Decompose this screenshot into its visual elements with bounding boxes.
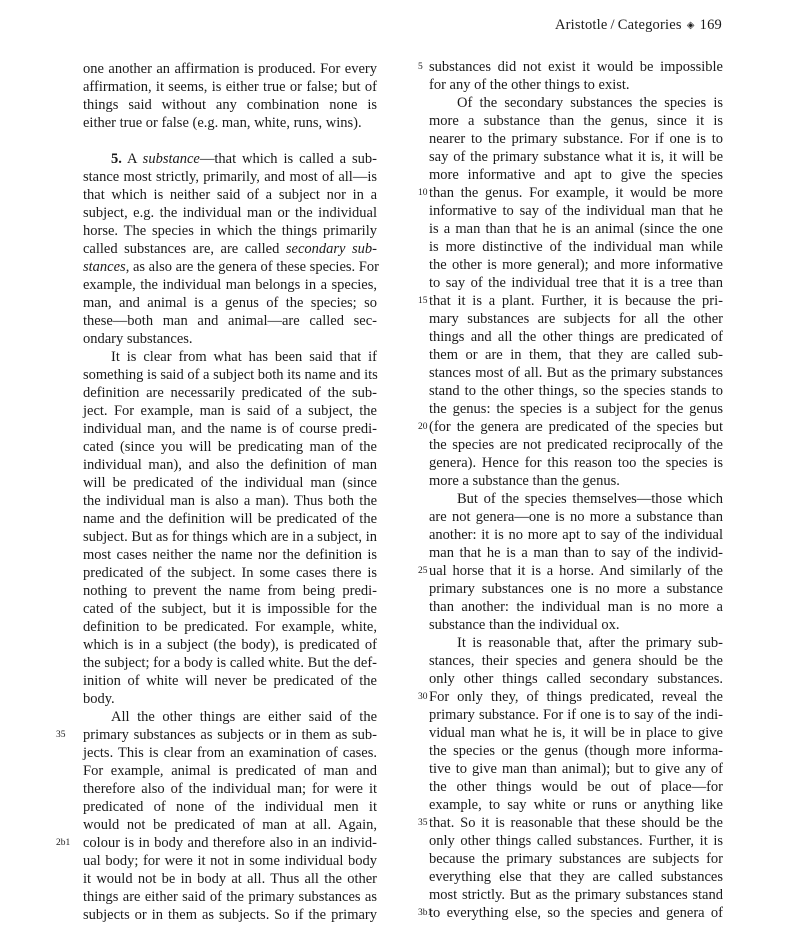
- left-text-line: individual man, and the name is of course predi-: [83, 421, 377, 437]
- right-text-line: things and all the other things are predicated of: [429, 329, 723, 345]
- page-number: 169: [699, 17, 722, 33]
- margin-line-number: 5: [418, 62, 423, 72]
- left-text-line: colour is in body and therefore also in an individ-: [83, 835, 377, 851]
- left-text-line: predicated of none of the individual men it: [83, 799, 377, 815]
- right-text-line: stances, their species and genera should be the: [429, 653, 723, 669]
- right-text-line: For only they, of things predicated, reveal the: [429, 689, 723, 705]
- right-text-line: informative to say of the individual man that he: [429, 203, 723, 219]
- left-text-line: the subject; for a body is called white. But the def-: [83, 655, 377, 671]
- right-text-line: genera). Hence for this reason too the species is: [429, 455, 723, 471]
- right-text-line: the species or the genus (though more informa-: [429, 743, 723, 759]
- left-text-line: All the other things are either said of the: [111, 709, 377, 725]
- left-text-line: that which is neither said of a subject nor in a: [83, 187, 377, 203]
- right-text-line: nearer to the primary substance. For if one is to: [429, 131, 723, 147]
- left-text-line: man, and animal is a genus of the species; so: [83, 295, 377, 311]
- left-text-line: called substances are, are called secondary sub-: [83, 241, 377, 257]
- right-text-line: because the primary substances are subjects for: [429, 851, 723, 867]
- left-text-line: example, the individual man belongs in a species,: [83, 277, 377, 293]
- right-text-line: primary substances one is no more a substance: [429, 581, 723, 597]
- left-text-line: jects. This is clear from an examination of cases.: [83, 745, 377, 761]
- left-text-line: cated of the subject, but it is impossible for the: [83, 601, 377, 617]
- right-text-line: stand to the other things, so the species stands to: [429, 383, 723, 399]
- right-text-line: (for the genera are predicated of the species but: [429, 419, 723, 435]
- right-text-line: only other things called substances. Further, it is: [429, 833, 723, 849]
- right-text-line: say of the primary substance what it is, it will be: [429, 149, 723, 165]
- right-text-line: tive to give man than animal); but to give any of: [429, 761, 723, 777]
- left-text-line: either true or false (e.g. man, white, runs, wins).: [83, 115, 362, 131]
- left-text-line: something is said of a subject both its name and its: [83, 367, 378, 383]
- left-text-line: cated (since you will be predicating man of the: [83, 439, 377, 455]
- left-text-line: ondary substances.: [83, 331, 193, 347]
- right-text-line: substance than the individual ox.: [429, 617, 620, 633]
- right-text-line: than another: the individual man is no more a: [429, 599, 723, 615]
- right-text-line: another: it is no more apt to say of the individual: [429, 527, 723, 543]
- diamond-ornament-icon: ◈: [686, 20, 695, 31]
- running-header: [555, 17, 722, 34]
- right-text-line: only other things called secondary substances.: [429, 671, 723, 687]
- left-text-line: It is clear from what has been said that if: [111, 349, 377, 365]
- margin-line-number: 35: [56, 730, 66, 740]
- left-text-line: definition are necessarily predicated of the sub-: [83, 385, 377, 401]
- right-text-line: to say of the individual tree that it is a tree than: [429, 275, 723, 291]
- right-text-line: example, to say white or runs or anything like: [429, 797, 723, 813]
- left-text-line: horse. The species in which the things primarily: [83, 223, 377, 239]
- left-text-line: stance most strictly, primarily, and most of all—is: [83, 169, 377, 185]
- right-text-line: more a substance than the genus, since it is: [429, 113, 723, 129]
- right-text-line: the other things would be out of place—for: [429, 779, 723, 795]
- right-text-line: are not genera—one is no more a substance than: [429, 509, 723, 525]
- right-text-line: that. So it is reasonable that these should be the: [429, 815, 723, 831]
- right-text-line: the genus: the species is a subject for the genus: [429, 401, 723, 417]
- left-text-line: stances, as also are the genera of these species. For: [83, 259, 379, 275]
- left-text-line: it would not be in body at all. Thus all the other: [83, 871, 377, 887]
- left-text-line: these—both man and animal—are called sec-: [83, 313, 377, 329]
- right-text-line: substances did not exist it would be impossible: [429, 59, 723, 75]
- margin-line-number: 20: [418, 422, 428, 432]
- right-text-line: stances most of all. But as the primary substances: [429, 365, 723, 381]
- right-text-line: everything else that they are called substances: [429, 869, 723, 885]
- left-text-line: predicated of the subject. In some cases there is: [83, 565, 377, 581]
- right-text-line: that it is a plant. Further, it is because the pri-: [429, 293, 723, 309]
- left-text-line: subject. But as for things which are in a subject, in: [83, 529, 377, 545]
- left-text-line: definition to be predicated. For example, white,: [83, 619, 377, 635]
- left-text-line: therefore also of the individual man; for were it: [83, 781, 377, 797]
- left-text-line: individual man), and also the definition of man: [83, 457, 377, 473]
- margin-line-number: 35: [418, 818, 428, 828]
- right-text-line: more informative and apt to give the species: [429, 167, 723, 183]
- left-text-line: will be predicated of the individual man (since: [83, 475, 377, 491]
- left-text-line: name and the definition will be predicated of the: [83, 511, 377, 527]
- left-text-line: nothing to prevent the name from being predi-: [83, 583, 377, 599]
- right-text-line: ual horse that it is a horse. And similarly of the: [429, 563, 723, 579]
- left-text-line: one another an affirmation is produced. For every: [83, 61, 377, 77]
- right-text-line: Of the secondary substances the species is: [457, 95, 723, 111]
- left-text-line: subject, e.g. the individual man or the individual: [83, 205, 377, 221]
- left-text-line: subjects or in them as subjects. So if the primary: [83, 907, 377, 923]
- right-text-line: mary substances are subjects for all the other: [429, 311, 723, 327]
- right-text-line: But of the species themselves—those which: [457, 491, 723, 507]
- right-text-line: the species are not predicated reciprocally of the: [429, 437, 723, 453]
- left-text-line: For example, animal is predicated of man and: [83, 763, 377, 779]
- left-text-line: most cases neither the name nor the definition is: [83, 547, 377, 563]
- right-text-line: for any of the other things to exist.: [429, 77, 630, 93]
- left-text-line: the individual man is also a man). Thus both the: [83, 493, 377, 509]
- right-text-line: than the genus. For example, it would be more: [429, 185, 723, 201]
- right-text-line: the other is more general); and more informative: [429, 257, 723, 273]
- margin-line-number: 2b1: [56, 838, 71, 848]
- left-text-line: things are either said of the primary substances as: [83, 889, 377, 905]
- left-text-line: affirmation, it seems, is either true or false; but of: [83, 79, 377, 95]
- left-text-line: ual body; for were it not in some individual body: [83, 853, 377, 869]
- right-text-line: vidual man what he is, it will be in place to give: [429, 725, 723, 741]
- left-text-line: body.: [83, 691, 115, 707]
- left-text-line: ject. For example, man is said of a subject, the: [83, 403, 377, 419]
- left-text-line: which is in a subject (the body), is predicated of: [83, 637, 377, 653]
- left-text-line: things said without any combination none is: [83, 97, 377, 113]
- margin-line-number: 15: [418, 296, 428, 306]
- header-author: Aristotle: [554, 17, 608, 33]
- left-text-line: primary substances as subjects or in them as sub-: [83, 727, 377, 743]
- header-work-title: Categories: [617, 17, 682, 33]
- right-text-line: to everything else, so the species and genera of: [429, 905, 723, 921]
- right-text-line: them or are in them, that they are called sub-: [429, 347, 723, 363]
- header-separator: /: [610, 17, 615, 33]
- right-text-line: It is reasonable that, after the primary sub-: [457, 635, 723, 651]
- left-text-line: inition of white will never be predicated of the: [83, 673, 377, 689]
- right-text-line: most strictly. But as the primary substances stand: [429, 887, 723, 903]
- right-text-line: primary substance. For if one is to say of the indi-: [429, 707, 723, 723]
- margin-line-number: 25: [418, 566, 428, 576]
- right-text-line: more a substance than the genus.: [429, 473, 620, 489]
- left-text-line: would not be predicated of man at all. Again,: [83, 817, 377, 833]
- right-text-line: is a man than that he is an animal (since the one: [429, 221, 723, 237]
- margin-line-number: 30: [418, 692, 428, 702]
- margin-line-number: 3b1: [418, 908, 433, 918]
- right-text-line: is more distinctive of the individual man while: [429, 239, 723, 255]
- right-text-line: man that he is a man than to say of the individ-: [429, 545, 723, 561]
- left-text-line: 5. A substance—that which is called a sub-: [111, 151, 378, 167]
- margin-line-number: 10: [418, 188, 428, 198]
